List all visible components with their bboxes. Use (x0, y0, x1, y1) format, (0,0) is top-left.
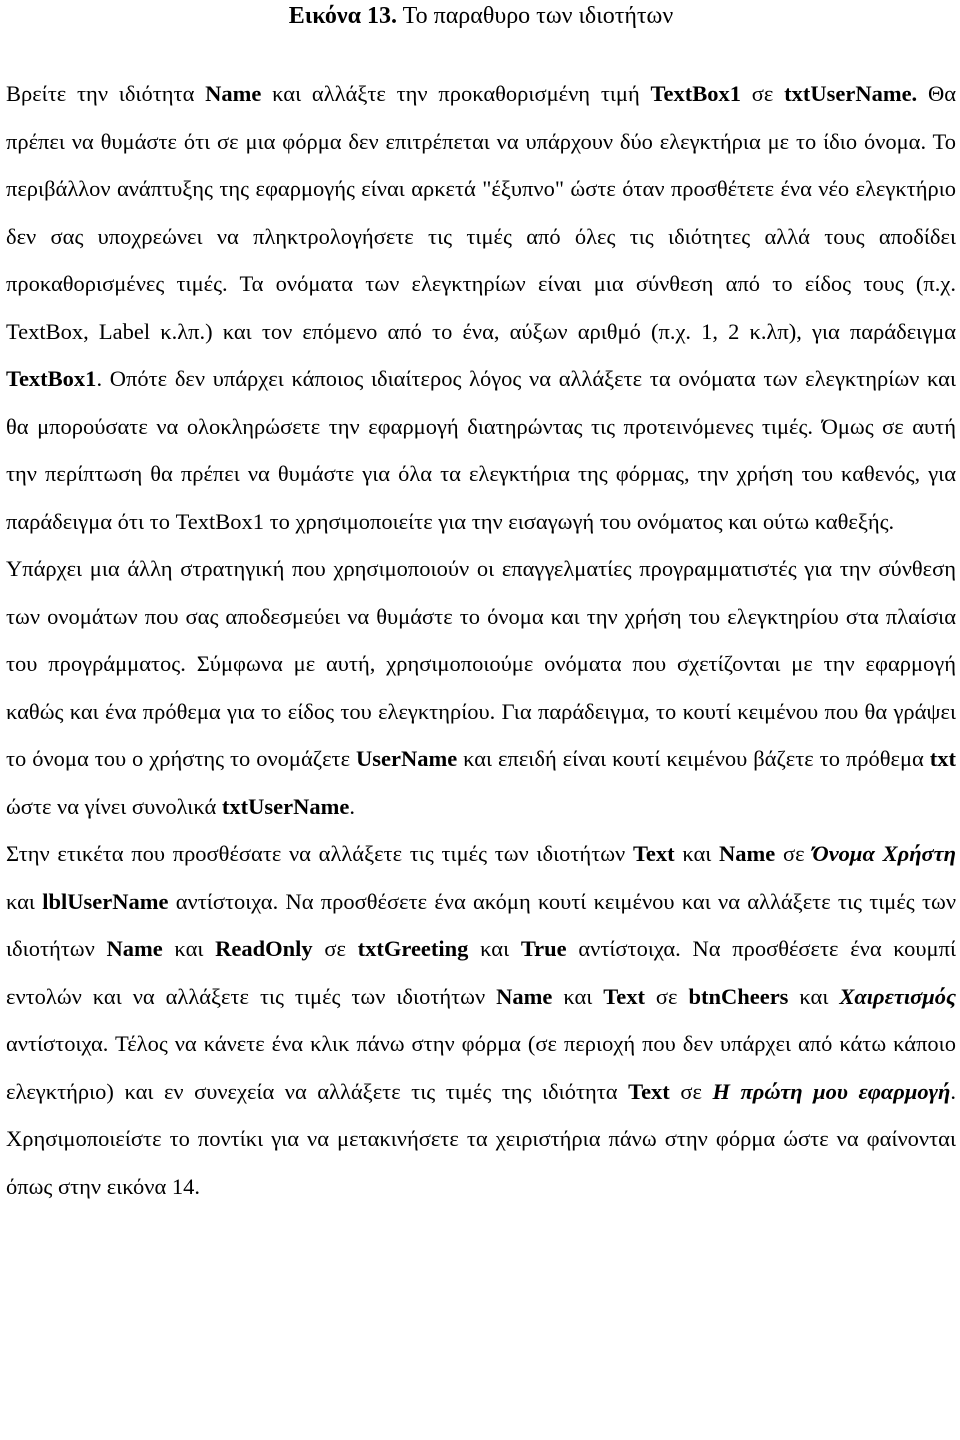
text-run: Θα πρέπει να θυμάστε ότι σε μια φόρμα δεν επιτρέπεται να υπάρχουν δύο ελεγκτήρια με το ίδιο όνομα. Το περιβάλλον ανάπτυξης της εφαρμογής είναι αρκετά "έξυπνο" ώστε όταν προσθέτετε ένα νέο ελεγκτήριο δεν σας υποχρεώνει να πληκτρολογήσετε τις τιμές από όλες τις ιδιότητες αλλά τους αποδίδει προκαθορισμένες τιμές. Τα ονόματα των ελεγκτηρίων είναι μια σύνθεση από το είδος τους (π.χ. TextBox, Label κ.λπ.) και τον επόμενο από το ένα, αύξων αριθμό (π.χ. 1, 2 κ.λπ), για παράδειγμα (6, 81, 957, 344)
emphasized-term: Name (719, 841, 776, 866)
emphasized-term: Name (496, 983, 553, 1009)
paragraph-naming-strategy (6, 545, 956, 830)
figure-caption (6, 2, 956, 40)
text-run: και αλλάξτε την προκαθορισμένη τιμή (261, 81, 651, 106)
text-run: και (6, 888, 43, 914)
emphasized-term: Χαιρετισμός (839, 983, 957, 1009)
emphasized-term: True (520, 936, 567, 961)
text-run: αντίστοιχα. Τέλος να κάνετε ένα κλικ πάνω στην φόρμα (σε περιοχή που δεν υπάρχει από κάτω κάποιο ελεγκτήριο) και εν συνεχεία να αλλάξετε τις τιμές της ιδιότητα (6, 1031, 956, 1104)
emphasized-term: txtGreeting (357, 936, 469, 961)
emphasized-term: lblUserName (42, 888, 169, 914)
text-run: Βρείτε την ιδιότητα (6, 81, 206, 106)
text-run: αντίστοιχα. Να προσθέσετε ένα ακόμη κουτί κειμένου και να αλλάξετε τις τιμές των ιδιοτήτων (6, 888, 957, 961)
text-run: και (788, 983, 840, 1009)
text-run: Υπάρχει μια άλλη στρατηγική που χρησιμοποιούν οι επαγγελματίες προγραμματιστές για την σύνθεση των ονομάτων που σας αποδεσμεύει να θυμάστε το όνομα και την χρήση του ελεγκτηρίου στα πλαίσια του προγράμματος. Σύμφωνα με αυτή, χρησιμοποιούμε ονόματα που σχετίζονται με την εφαρμογή καθώς και ένα πρόθεμα για το είδος του ελεγκτηρίου. Για παράδειγμα, το κουτί κειμένου που θα γράψει το όνομα του ο χρήστης το ονομάζετε (6, 556, 956, 771)
text-run: σε (644, 983, 689, 1009)
text-run: . Χρησιμοποιείστε το ποντίκι για να μετακινήσετε τα χειριστήρια πάνω στην φόρμα ώστε να φαίνονται όπως στην εικόνα 14. (6, 1078, 956, 1199)
text-run: και επειδή είναι κουτί κειμένου βάζετε το πρόθεμα (457, 746, 930, 771)
text-run: αντίστοιχα. Να προσθέσετε ένα κουμπί εντολών και να αλλάξετε τις τιμές των ιδιοτήτων (6, 936, 957, 1009)
emphasized-term: TextBox1 (6, 366, 97, 391)
emphasized-term: txt (929, 746, 956, 771)
figure-caption-text: Το παραθυρο των ιδιοτήτων (397, 3, 674, 29)
emphasized-term: Η πρώτη μου εφαρμογή (712, 1078, 951, 1104)
emphasized-term: UserName (355, 746, 458, 771)
emphasized-term: Text (632, 841, 675, 866)
emphasized-term: Text (603, 983, 645, 1009)
emphasized-term: Text (628, 1078, 670, 1104)
text-run: και (468, 936, 521, 961)
text-run: . Οπότε δεν υπάρχει κάποιος ιδιαίτερος λόγος να αλλάξετε τα ονόματα των ελεγκτηρίων και θα μπορούσατε να ολοκληρώσετε την εφαρμογή διατηρώντας τις προτεινόμενες τιμές. Όμως σε αυτή την περίπτωση θα πρέπει να θυμάστε για όλα τα ελεγκτήρια της φόρμας, την χρήση του καθενός, για παράδειγμα ότι το TextBox1 το χρησιμοποιείτε για την εισαγωγή του ονόματος και ούτω καθεξής. (6, 366, 956, 534)
figure-caption-label: Εικόνα 13. (288, 3, 397, 29)
emphasized-term: btnCheers (688, 983, 789, 1009)
text-run: Στην ετικέτα που προσθέσατε να αλλάξετε τις τιμές των ιδιοτήτων (6, 841, 633, 866)
emphasized-term: Όνομα Χρήστη (812, 841, 957, 866)
text-run: σε (740, 81, 785, 106)
paragraph-rename-textbox (6, 70, 956, 545)
text-run: και (674, 841, 720, 866)
text-run: και (162, 936, 216, 961)
text-run: σε (312, 936, 358, 961)
emphasized-term: Name (205, 81, 262, 106)
text-run: σε (775, 841, 813, 866)
text-run: . (349, 793, 355, 819)
emphasized-term: TextBox1 (650, 81, 741, 106)
document-page (6, 0, 956, 1210)
emphasized-term: ReadOnly (215, 936, 313, 961)
text-run: σε (669, 1078, 713, 1104)
text-run: και (552, 983, 604, 1009)
paragraph-control-properties (6, 830, 956, 1210)
emphasized-term: txtUserName. (784, 81, 918, 106)
text-run: ώστε να γίνει συνολικά (6, 793, 222, 819)
emphasized-term: Name (106, 936, 163, 961)
emphasized-term: txtUserName (221, 793, 350, 819)
